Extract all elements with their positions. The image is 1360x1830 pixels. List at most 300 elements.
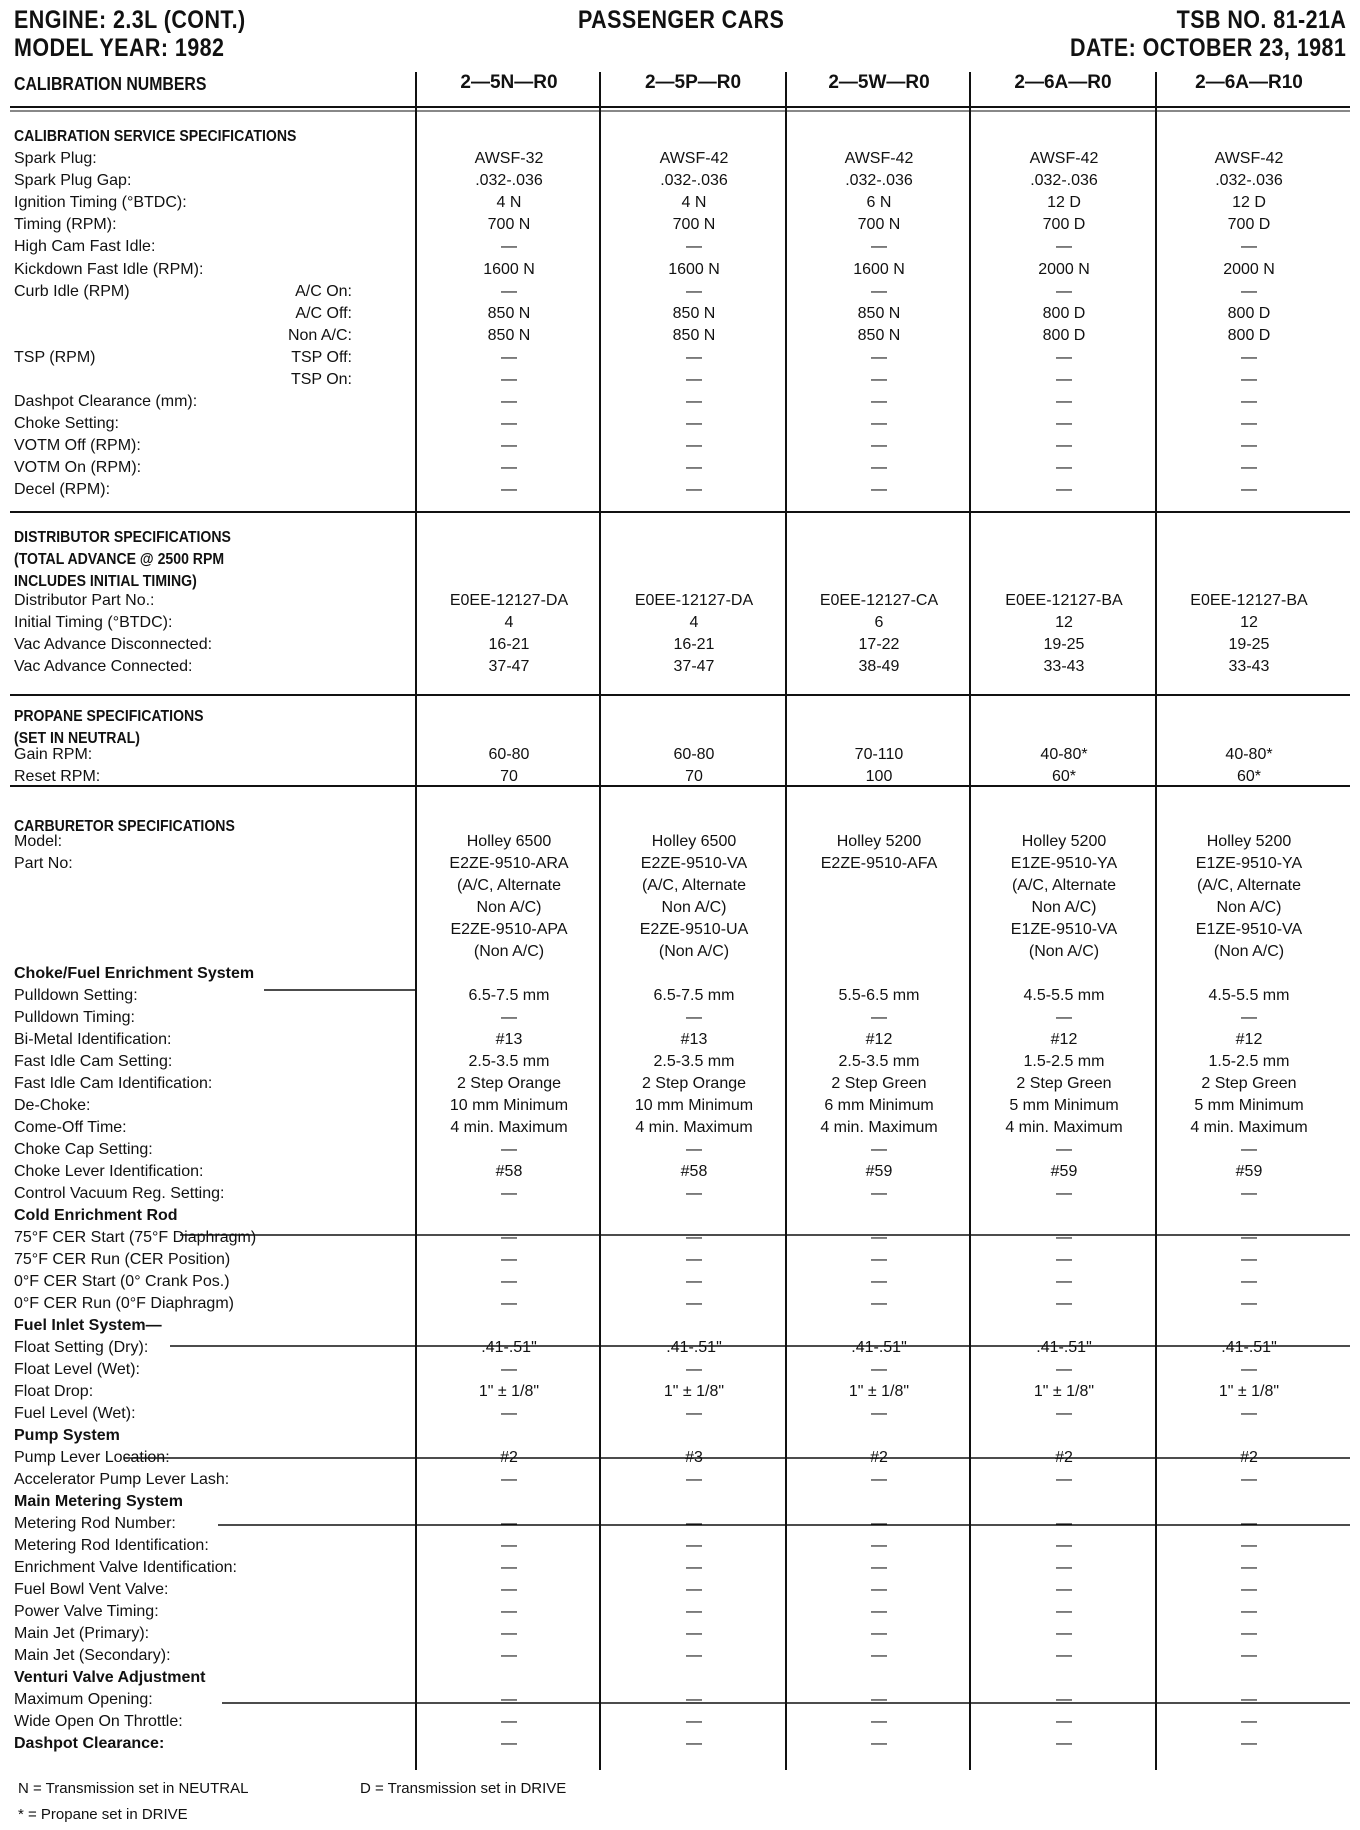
table-cell: E0EE-12127-DA: [449, 592, 569, 609]
table-cell: #12: [1050, 1031, 1078, 1048]
table-cell: E0EE-12127-CA: [819, 592, 939, 609]
table-cell: 4.5-5.5 mm: [1208, 987, 1290, 1004]
row-label: Fast Idle Cam Identification:: [14, 1075, 213, 1092]
table-row: [0, 148, 1360, 170]
table-cell: —: [871, 1625, 887, 1642]
table-cell: #2: [500, 1449, 518, 1466]
table-cell: —: [686, 1471, 702, 1488]
row-label: Main Jet (Secondary):: [14, 1647, 171, 1664]
table-cell: E2ZE-9510-UA: [639, 921, 749, 938]
table-cell: 850 N: [857, 305, 901, 322]
table-cell: 850 N: [487, 327, 531, 344]
table-cell: 4 min. Maximum: [1190, 1119, 1308, 1136]
table-row: [0, 941, 1360, 963]
table-cell: —: [686, 1559, 702, 1576]
row-label: Curb Idle (RPM): [14, 283, 130, 300]
row-sublabel: TSP On:: [290, 371, 352, 388]
table-row: [0, 1535, 1360, 1557]
table-cell: 4.5-5.5 mm: [1023, 987, 1105, 1004]
page-heading: PASSENGER CARS: [578, 6, 785, 34]
table-cell: —: [871, 283, 887, 300]
row-label: Dashpot Clearance:: [14, 1735, 165, 1752]
row-label: Initial Timing (°BTDC):: [14, 614, 173, 631]
table-cell: —: [686, 415, 702, 432]
table-cell: —: [501, 1361, 517, 1378]
table-cell: 17-22: [858, 636, 900, 653]
table-cell: —: [686, 1735, 702, 1752]
table-row: [0, 236, 1360, 258]
table-row: [0, 1403, 1360, 1425]
row-label: Kickdown Fast Idle (RPM):: [14, 261, 204, 278]
row-label: Float Setting (Dry):: [14, 1339, 149, 1356]
column-header: 2—5W—R0: [828, 72, 930, 93]
table-row: [0, 897, 1360, 919]
table-cell: —: [686, 283, 702, 300]
table-cell: .032-.036: [845, 172, 913, 189]
table-cell: #13: [495, 1031, 523, 1048]
table-cell: —: [1056, 1537, 1072, 1554]
table-cell: —: [1241, 437, 1257, 454]
table-cell: E2ZE-9510-ARA: [449, 855, 569, 872]
table-cell: #2: [1240, 1449, 1258, 1466]
row-label: Float Level (Wet):: [14, 1361, 140, 1378]
table-cell: —: [1241, 1691, 1257, 1708]
table-cell: —: [871, 349, 887, 366]
row-label: Float Drop:: [14, 1383, 94, 1400]
table-cell: 4 min. Maximum: [635, 1119, 753, 1136]
table-row: [0, 1051, 1360, 1073]
row-label: Pump System: [14, 1427, 120, 1444]
table-cell: E0EE-12127-DA: [634, 592, 754, 609]
table-cell: —: [871, 1559, 887, 1576]
table-cell: Non A/C): [1031, 899, 1097, 916]
table-cell: .41-.51": [851, 1339, 907, 1356]
row-label: Power Valve Timing:: [14, 1603, 159, 1620]
section-heading-propane: PROPANE SPECIFICATIONS (SET IN NEUTRAL): [14, 708, 204, 747]
table-cell: E2ZE-9510-AFA: [820, 855, 938, 872]
table-cell: #59: [865, 1163, 893, 1180]
row-label: Gain RPM:: [14, 746, 93, 763]
table-cell: —: [1241, 1625, 1257, 1642]
table-cell: —: [686, 1691, 702, 1708]
column-header: 2—6A—R10: [1195, 72, 1303, 93]
table-cell: 700 N: [487, 216, 531, 233]
table-cell: 100: [865, 768, 893, 785]
table-cell: 6.5-7.5 mm: [468, 987, 550, 1004]
table-cell: —: [871, 371, 887, 388]
table-cell: —: [1241, 1471, 1257, 1488]
table-cell: 2 Step Green: [1016, 1075, 1112, 1092]
table-cell: —: [1056, 1647, 1072, 1664]
table-cell: 19-25: [1043, 636, 1085, 653]
table-cell: #12: [865, 1031, 893, 1048]
table-row: [0, 590, 1360, 612]
table-cell: —: [501, 371, 517, 388]
table-cell: —: [501, 349, 517, 366]
table-cell: —: [1241, 459, 1257, 476]
calibration-numbers-header: CALIBRATION NUMBERS: [14, 74, 207, 94]
table-row: [0, 1425, 1360, 1447]
table-row: [0, 281, 1360, 303]
table-cell: —: [871, 1141, 887, 1158]
table-cell: —: [686, 437, 702, 454]
row-label: TSP (RPM): [14, 349, 96, 366]
tsb-number: TSB NO. 81-21A: [1176, 6, 1346, 34]
row-label: Spark Plug Gap:: [14, 172, 132, 189]
row-label: Pulldown Setting:: [14, 987, 138, 1004]
table-cell: (Non A/C): [1028, 943, 1100, 960]
table-cell: —: [871, 393, 887, 410]
table-row: [0, 192, 1360, 214]
table-cell: —: [501, 1537, 517, 1554]
row-label: Fuel Level (Wet):: [14, 1405, 136, 1422]
table-cell: 12: [1055, 614, 1073, 631]
table-cell: Holley 5200: [836, 833, 922, 850]
table-cell: 12 D: [1232, 194, 1266, 211]
row-sublabel: Non A/C:: [287, 327, 352, 344]
table-cell: #59: [1050, 1163, 1078, 1180]
table-cell: —: [501, 437, 517, 454]
table-cell: 2 Step Green: [1201, 1075, 1297, 1092]
table-cell: —: [501, 1273, 517, 1290]
row-label: Bi-Metal Identification:: [14, 1031, 172, 1048]
table-row: [0, 985, 1360, 1007]
table-row: [0, 1139, 1360, 1161]
table-cell: —: [501, 1471, 517, 1488]
table-cell: —: [871, 1471, 887, 1488]
table-row: [0, 1337, 1360, 1359]
table-cell: 37-47: [673, 658, 715, 675]
table-cell: —: [871, 1295, 887, 1312]
table-cell: —: [1241, 1735, 1257, 1752]
table-cell: —: [871, 1185, 887, 1202]
row-sublabel: A/C On:: [295, 283, 352, 300]
table-cell: —: [686, 1625, 702, 1642]
table-cell: 1600 N: [668, 261, 720, 278]
table-cell: —: [501, 481, 517, 498]
table-cell: E2ZE-9510-VA: [640, 855, 748, 872]
row-label: Metering Rod Number:: [14, 1515, 176, 1532]
footnote-neutral: N = Transmission set in NEUTRAL: [18, 1780, 249, 1797]
table-cell: 700 D: [1042, 216, 1086, 233]
table-row: [0, 391, 1360, 413]
table-cell: .032-.036: [1030, 172, 1098, 189]
row-label: Distributor Part No.:: [14, 592, 155, 609]
table-cell: —: [501, 283, 517, 300]
table-cell: 5 mm Minimum: [1194, 1097, 1304, 1114]
table-cell: —: [501, 1141, 517, 1158]
table-cell: .032-.036: [1215, 172, 1283, 189]
table-cell: —: [1241, 371, 1257, 388]
table-cell: —: [686, 371, 702, 388]
table-row: [0, 963, 1360, 985]
table-cell: —: [1241, 1141, 1257, 1158]
table-cell: —: [1241, 1009, 1257, 1026]
table-cell: Non A/C): [1216, 899, 1282, 916]
row-label: Main Jet (Primary):: [14, 1625, 150, 1642]
section-heading-carburetor: CARBURETOR SPECIFICATIONS: [14, 818, 235, 835]
table-cell: 2000 N: [1223, 261, 1275, 278]
row-label: 75°F CER Run (CER Position): [14, 1251, 231, 1268]
table-row: [0, 457, 1360, 479]
table-cell: —: [1056, 1141, 1072, 1158]
table-cell: —: [686, 238, 702, 255]
table-cell: —: [1241, 1185, 1257, 1202]
table-row: [0, 1645, 1360, 1667]
table-cell: 5.5-6.5 mm: [838, 987, 920, 1004]
table-cell: 850 N: [857, 327, 901, 344]
table-row: [0, 1161, 1360, 1183]
table-row: [0, 1293, 1360, 1315]
table-row: [0, 1579, 1360, 1601]
footnote-drive: D = Transmission set in DRIVE: [360, 1780, 567, 1797]
table-cell: .41-.51": [481, 1339, 537, 1356]
table-row: [0, 919, 1360, 941]
table-cell: —: [1056, 283, 1072, 300]
table-cell: E1ZE-9510-YA: [1010, 855, 1118, 872]
table-row: [0, 1469, 1360, 1491]
row-label: Fuel Bowl Vent Valve:: [14, 1581, 169, 1598]
table-cell: 70: [685, 768, 703, 785]
row-label: Maximum Opening:: [14, 1691, 153, 1708]
table-cell: 2.5-3.5 mm: [653, 1053, 735, 1070]
table-cell: —: [1056, 459, 1072, 476]
table-cell: —: [1241, 1647, 1257, 1664]
table-cell: —: [1241, 1273, 1257, 1290]
table-cell: Non A/C): [476, 899, 542, 916]
table-cell: 2 Step Green: [831, 1075, 927, 1092]
row-label: Enrichment Valve Identification:: [14, 1559, 237, 1576]
table-row: [0, 1227, 1360, 1249]
table-cell: 12: [1240, 614, 1258, 631]
table-cell: 1.5-2.5 mm: [1208, 1053, 1290, 1070]
table-row: [0, 259, 1360, 281]
table-cell: —: [1056, 1361, 1072, 1378]
table-cell: 800 D: [1042, 305, 1086, 322]
table-cell: —: [501, 1515, 517, 1532]
row-label: Spark Plug:: [14, 150, 97, 167]
table-cell: —: [1241, 1559, 1257, 1576]
table-cell: E0EE-12127-BA: [1190, 592, 1308, 609]
table-cell: —: [1241, 1713, 1257, 1730]
row-label: 75°F CER Start (75°F Diaphragm): [14, 1229, 257, 1246]
table-row: [0, 612, 1360, 634]
table-row: [0, 634, 1360, 656]
table-row: [0, 1733, 1360, 1755]
table-cell: (Non A/C): [473, 943, 545, 960]
row-label: High Cam Fast Idle:: [14, 238, 156, 255]
table-cell: 33-43: [1043, 658, 1085, 675]
table-row: [0, 1007, 1360, 1029]
table-cell: Non A/C): [661, 899, 727, 916]
table-cell: —: [1056, 1625, 1072, 1642]
table-cell: —: [501, 393, 517, 410]
table-cell: —: [686, 1405, 702, 1422]
table-cell: —: [871, 1361, 887, 1378]
row-label: Cold Enrichment Rod: [14, 1207, 178, 1224]
row-sublabel: TSP Off:: [291, 349, 352, 366]
table-cell: 70: [500, 768, 518, 785]
table-cell: —: [686, 1361, 702, 1378]
table-cell: —: [1241, 1361, 1257, 1378]
table-cell: —: [686, 1581, 702, 1598]
table-cell: —: [1056, 1471, 1072, 1488]
row-label: Venturi Valve Adjustment: [14, 1669, 206, 1686]
table-cell: —: [501, 1735, 517, 1752]
table-cell: —: [1241, 283, 1257, 300]
table-cell: —: [1241, 1251, 1257, 1268]
row-label: Pulldown Timing:: [14, 1009, 135, 1026]
table-cell: 2 Step Orange: [641, 1075, 747, 1092]
table-cell: 16-21: [673, 636, 715, 653]
row-label: Vac Advance Connected:: [14, 658, 193, 675]
row-label: Model:: [14, 833, 63, 850]
table-cell: —: [1056, 349, 1072, 366]
table-cell: 10 mm Minimum: [449, 1097, 569, 1114]
table-cell: —: [1056, 1295, 1072, 1312]
table-cell: AWSF-42: [1029, 150, 1099, 167]
table-cell: 6 mm Minimum: [824, 1097, 934, 1114]
table-cell: —: [1056, 1229, 1072, 1246]
table-cell: —: [501, 1647, 517, 1664]
tsb-date: DATE: OCTOBER 23, 1981: [1069, 34, 1346, 62]
table-cell: #58: [680, 1163, 708, 1180]
table-cell: 4: [504, 614, 514, 631]
table-row: [0, 1271, 1360, 1293]
table-row: [0, 766, 1360, 788]
table-cell: 700 D: [1227, 216, 1271, 233]
row-label: Reset RPM:: [14, 768, 101, 785]
table-row: [0, 1315, 1360, 1337]
table-cell: 40-80*: [1040, 746, 1088, 763]
table-cell: 1600 N: [853, 261, 905, 278]
table-cell: 2000 N: [1038, 261, 1090, 278]
table-cell: (A/C, Alternate: [1011, 877, 1117, 894]
table-cell: —: [1056, 1581, 1072, 1598]
table-cell: 850 N: [487, 305, 531, 322]
table-cell: #2: [1055, 1449, 1073, 1466]
table-cell: 1600 N: [483, 261, 535, 278]
row-label: Pump Lever Location:: [14, 1449, 170, 1466]
table-cell: —: [501, 1229, 517, 1246]
table-row: [0, 1117, 1360, 1139]
table-row: [0, 1623, 1360, 1645]
table-cell: —: [871, 437, 887, 454]
table-cell: —: [686, 459, 702, 476]
table-row: [0, 1095, 1360, 1117]
table-cell: 60*: [1051, 768, 1077, 785]
table-cell: 1" ± 1/8": [478, 1383, 540, 1400]
row-label: Dashpot Clearance (mm):: [14, 393, 198, 410]
table-cell: #12: [1235, 1031, 1263, 1048]
engine-title: ENGINE: 2.3L (CONT.): [14, 6, 246, 34]
table-cell: 4 N: [681, 194, 707, 211]
row-label: Fuel Inlet System—: [14, 1317, 162, 1334]
table-cell: 4 N: [496, 194, 522, 211]
table-cell: —: [871, 415, 887, 432]
table-cell: —: [871, 1647, 887, 1664]
table-cell: 12 D: [1047, 194, 1081, 211]
table-cell: 5 mm Minimum: [1009, 1097, 1119, 1114]
table-cell: —: [501, 1603, 517, 1620]
table-cell: 6.5-7.5 mm: [653, 987, 735, 1004]
table-cell: —: [1056, 238, 1072, 255]
table-cell: (A/C, Alternate: [641, 877, 747, 894]
table-cell: —: [1241, 415, 1257, 432]
table-cell: 2 Step Orange: [456, 1075, 562, 1092]
table-cell: 1" ± 1/8": [663, 1383, 725, 1400]
table-row: [0, 744, 1360, 766]
table-cell: —: [686, 349, 702, 366]
table-cell: 38-49: [858, 658, 900, 675]
row-sublabel: A/C Off:: [295, 305, 352, 322]
table-cell: .41-.51": [1036, 1339, 1092, 1356]
table-cell: —: [1056, 481, 1072, 498]
row-label: 0°F CER Start (0° Crank Pos.): [14, 1273, 230, 1290]
table-row: [0, 435, 1360, 457]
table-cell: 4 min. Maximum: [1005, 1119, 1123, 1136]
table-row: [0, 831, 1360, 853]
row-label: Control Vacuum Reg. Setting:: [14, 1185, 225, 1202]
table-cell: Holley 6500: [651, 833, 737, 850]
table-row: [0, 1689, 1360, 1711]
table-cell: —: [501, 1581, 517, 1598]
table-cell: —: [871, 1251, 887, 1268]
table-cell: —: [501, 1295, 517, 1312]
table-row: [0, 1447, 1360, 1469]
table-row: [0, 1601, 1360, 1623]
table-cell: 6: [874, 614, 884, 631]
table-cell: —: [1056, 1713, 1072, 1730]
table-row: [0, 413, 1360, 435]
table-cell: —: [686, 393, 702, 410]
table-cell: —: [501, 1185, 517, 1202]
table-cell: 2.5-3.5 mm: [468, 1053, 550, 1070]
table-cell: —: [501, 1405, 517, 1422]
table-row: [0, 369, 1360, 391]
row-label: Main Metering System: [14, 1493, 183, 1510]
section-heading-calibration: CALIBRATION SERVICE SPECIFICATIONS: [14, 128, 297, 145]
table-row: [0, 214, 1360, 236]
table-cell: —: [501, 1009, 517, 1026]
table-row: [0, 875, 1360, 897]
table-row: [0, 479, 1360, 501]
table-cell: 1" ± 1/8": [848, 1383, 910, 1400]
model-year: MODEL YEAR: 1982: [14, 34, 225, 62]
table-cell: —: [686, 1185, 702, 1202]
table-cell: E2ZE-9510-APA: [450, 921, 568, 938]
table-cell: —: [1241, 1405, 1257, 1422]
row-label: Choke/Fuel Enrichment System: [14, 965, 255, 982]
table-cell: —: [686, 1603, 702, 1620]
table-cell: —: [1241, 238, 1257, 255]
table-cell: 1" ± 1/8": [1033, 1383, 1095, 1400]
table-row: [0, 1381, 1360, 1403]
table-cell: —: [1056, 1273, 1072, 1290]
table-cell: —: [686, 1713, 702, 1730]
table-row: [0, 656, 1360, 678]
table-cell: 6 N: [866, 194, 892, 211]
table-row: [0, 1513, 1360, 1535]
table-cell: AWSF-42: [1214, 150, 1284, 167]
row-label: Metering Rod Identification:: [14, 1537, 209, 1554]
column-header: 2—5P—R0: [644, 72, 742, 93]
table-cell: 60-80: [673, 746, 715, 763]
table-cell: —: [871, 1537, 887, 1554]
table-cell: —: [1241, 393, 1257, 410]
table-cell: —: [686, 1295, 702, 1312]
table-cell: —: [501, 1559, 517, 1576]
